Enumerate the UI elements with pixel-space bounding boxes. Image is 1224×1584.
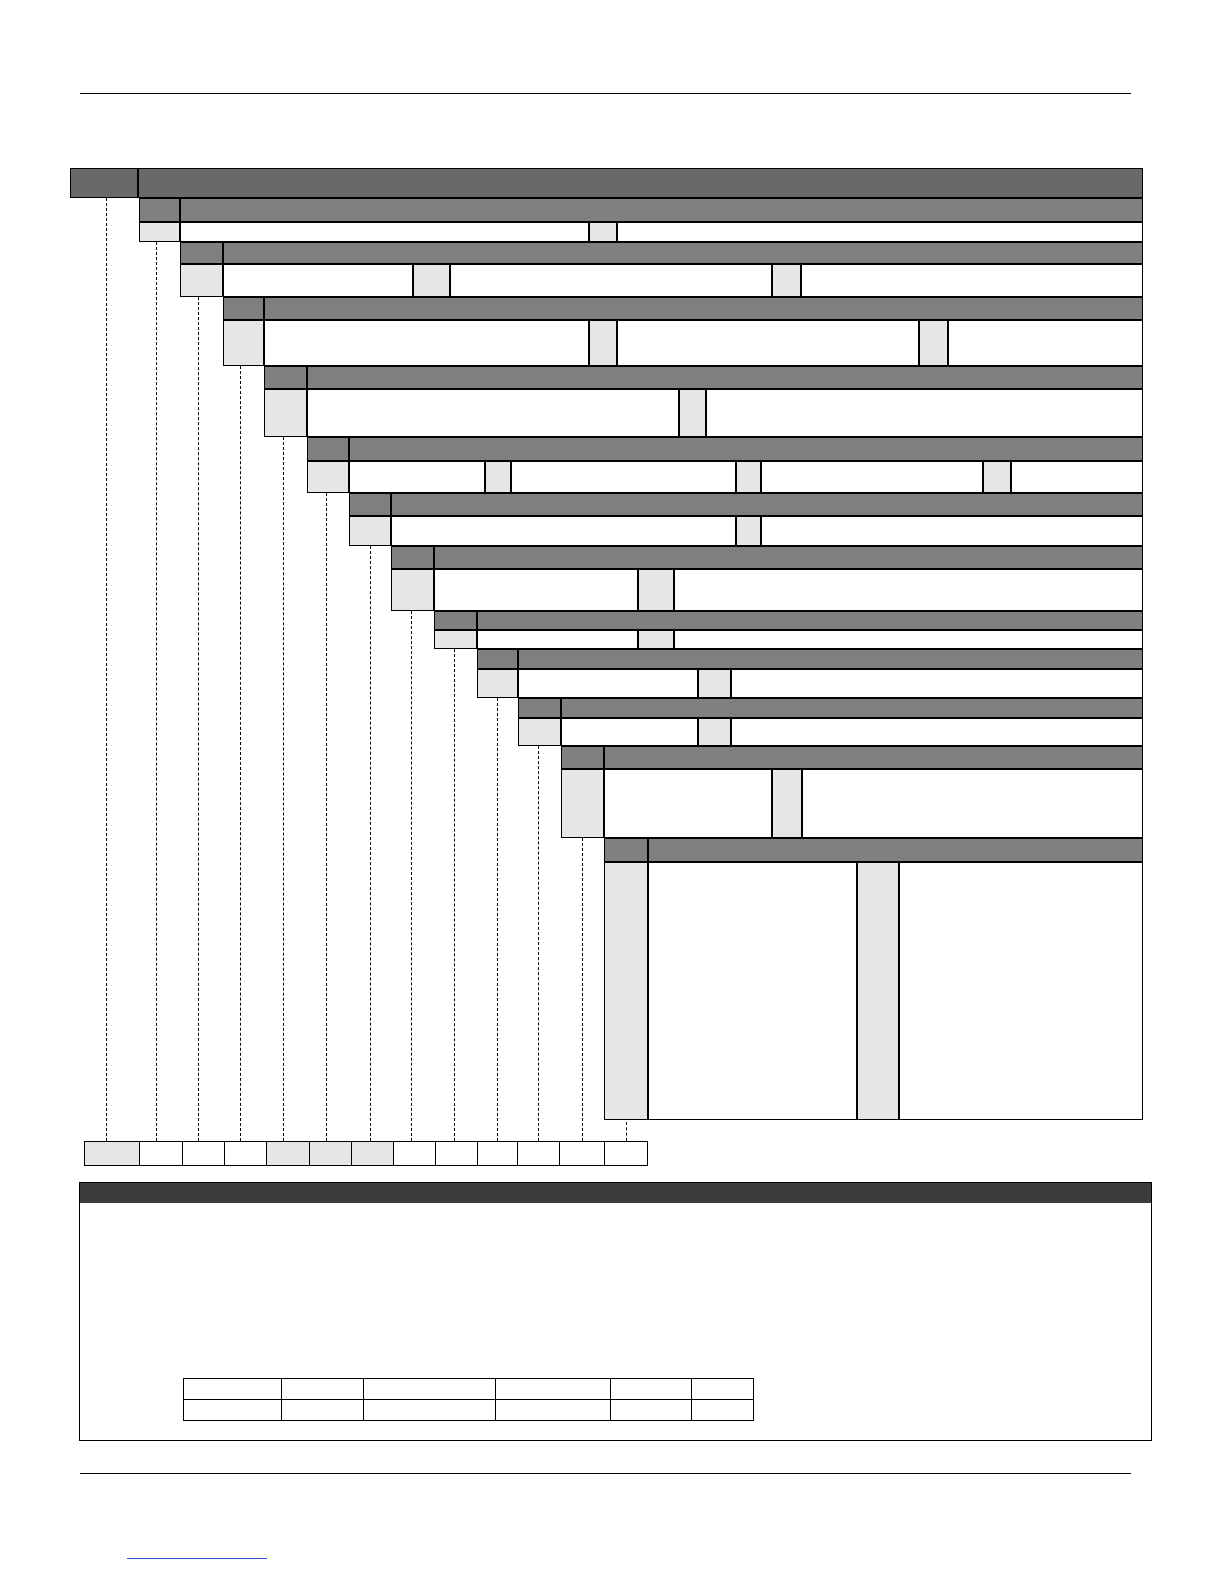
level-10-field-value [731, 718, 1143, 746]
level-3-field-label [589, 320, 617, 366]
level-4-field-value [307, 389, 679, 437]
level-4-label [264, 366, 307, 389]
level-9-field-label [477, 669, 518, 698]
level-6-bar [391, 493, 1143, 516]
connector-line [156, 242, 157, 1141]
note-header-bar [80, 1183, 1151, 1203]
level-8-field-value [674, 630, 1143, 649]
table-cell [364, 1379, 496, 1400]
connector-line [198, 297, 199, 1141]
strip-cell [559, 1141, 605, 1166]
level-10-field-label [518, 718, 561, 746]
strip-cell [393, 1141, 436, 1166]
strip-cell [517, 1141, 560, 1166]
strip-cell [182, 1141, 225, 1166]
level-10-bar [561, 698, 1143, 718]
level-7-bar [434, 546, 1143, 569]
level-5-field-label [983, 461, 1011, 493]
level-5-label [307, 437, 349, 461]
connector-line [538, 746, 539, 1141]
level-9-field-label [698, 669, 731, 698]
level-10-label [518, 698, 561, 718]
table-cell [692, 1400, 754, 1421]
level-11-field-label [561, 769, 604, 838]
level-7-field-label [391, 569, 434, 611]
level-7-field-value [434, 569, 638, 611]
strip-cell [139, 1141, 183, 1166]
level-7-field-label [638, 569, 674, 611]
level-1-field-value [617, 222, 1143, 242]
level-9-bar [518, 649, 1143, 669]
level-9-label [477, 649, 518, 669]
level-8-label [434, 611, 477, 630]
connector-line [106, 198, 107, 1141]
level-4-field-label [264, 389, 307, 437]
level-3-field-label [919, 320, 948, 366]
level-5-field-value [511, 461, 736, 493]
level-6-field-label [349, 516, 391, 546]
connector-line [454, 649, 455, 1141]
level-6-field-value [391, 516, 736, 546]
level-10-field-value [561, 718, 698, 746]
strip-cell [224, 1141, 267, 1166]
level-1-field-label [589, 222, 617, 242]
table-cell [692, 1379, 754, 1400]
strip-cell [351, 1141, 394, 1166]
strip-cell [604, 1141, 648, 1166]
level-3-field-label [223, 320, 264, 366]
table-cell [282, 1400, 364, 1421]
header-rule [80, 93, 1131, 94]
strip-cell [84, 1141, 140, 1166]
level-2-field-value [450, 264, 772, 297]
level-5-field-value [349, 461, 485, 493]
table-row [184, 1400, 754, 1421]
level-12-field-label [857, 862, 899, 1120]
level-8-field-value [477, 630, 638, 649]
level-1-field-value [180, 222, 589, 242]
level-6-field-label [736, 516, 761, 546]
level-2-label [180, 242, 223, 264]
level-6-label [349, 493, 391, 516]
level-5-field-label [736, 461, 761, 493]
level-3-bar [264, 297, 1143, 320]
level-11-field-value [802, 769, 1143, 838]
connector-line [370, 546, 371, 1141]
level-9-field-value [518, 669, 698, 698]
connector-line [326, 493, 327, 1141]
level-5-bar [349, 437, 1143, 461]
level-11-label [561, 746, 604, 769]
level-5-field-value [1011, 461, 1143, 493]
note-box [79, 1182, 1152, 1441]
level-12-field-label [604, 862, 648, 1120]
strip-cell [435, 1141, 478, 1166]
level-11-field-value [604, 769, 772, 838]
connector-line [626, 1122, 627, 1141]
connector-line [283, 437, 284, 1141]
mini-table [183, 1378, 754, 1421]
footer-rule [80, 1473, 1131, 1474]
level-5-field-label [307, 461, 349, 493]
level-3-field-value [264, 320, 589, 366]
strip-cell [266, 1141, 310, 1166]
level-3-label [223, 297, 264, 320]
level-9-field-value [731, 669, 1143, 698]
level-7-field-value [674, 569, 1143, 611]
level-11-field-label [772, 769, 802, 838]
table-cell [496, 1400, 611, 1421]
level-2-bar [223, 242, 1143, 264]
table-cell [184, 1400, 282, 1421]
table-row [184, 1379, 754, 1400]
table-cell [611, 1400, 692, 1421]
table-cell [496, 1379, 611, 1400]
level-12-field-value [899, 862, 1143, 1120]
level-2-field-label [772, 264, 801, 297]
level-5-field-value [761, 461, 983, 493]
level-1-bar [180, 198, 1143, 222]
level-12-bar [648, 838, 1143, 862]
connector-line [411, 611, 412, 1141]
level-4-field-label [679, 389, 706, 437]
level-2-field-label [180, 264, 223, 297]
level-8-field-label [434, 630, 477, 649]
level-8-field-label [638, 630, 674, 649]
connector-line [240, 366, 241, 1141]
root-title-bar [138, 168, 1143, 198]
level-2-field-value [223, 264, 413, 297]
level-2-field-value [801, 264, 1143, 297]
level-4-bar [307, 366, 1143, 389]
level-8-bar [477, 611, 1143, 630]
level-5-field-label [485, 461, 511, 493]
level-2-field-label [413, 264, 450, 297]
level-10-field-label [698, 718, 731, 746]
root-label-cell [70, 168, 138, 198]
table-cell [282, 1379, 364, 1400]
level-12-label [604, 838, 648, 862]
level-7-label [391, 546, 434, 569]
level-1-label [139, 198, 180, 222]
strip-cell [309, 1141, 352, 1166]
connector-line [582, 838, 583, 1141]
level-11-bar [604, 746, 1143, 769]
level-3-field-value [948, 320, 1143, 366]
connector-line [497, 698, 498, 1141]
table-cell [364, 1400, 496, 1421]
level-6-field-value [761, 516, 1143, 546]
level-12-field-value [648, 862, 857, 1120]
strip-cell [477, 1141, 518, 1166]
table-cell [184, 1379, 282, 1400]
level-1-field-label [139, 222, 180, 242]
level-4-field-value [706, 389, 1143, 437]
table-cell [611, 1379, 692, 1400]
level-3-field-value [617, 320, 919, 366]
footer-link-underline[interactable] [127, 1558, 267, 1559]
